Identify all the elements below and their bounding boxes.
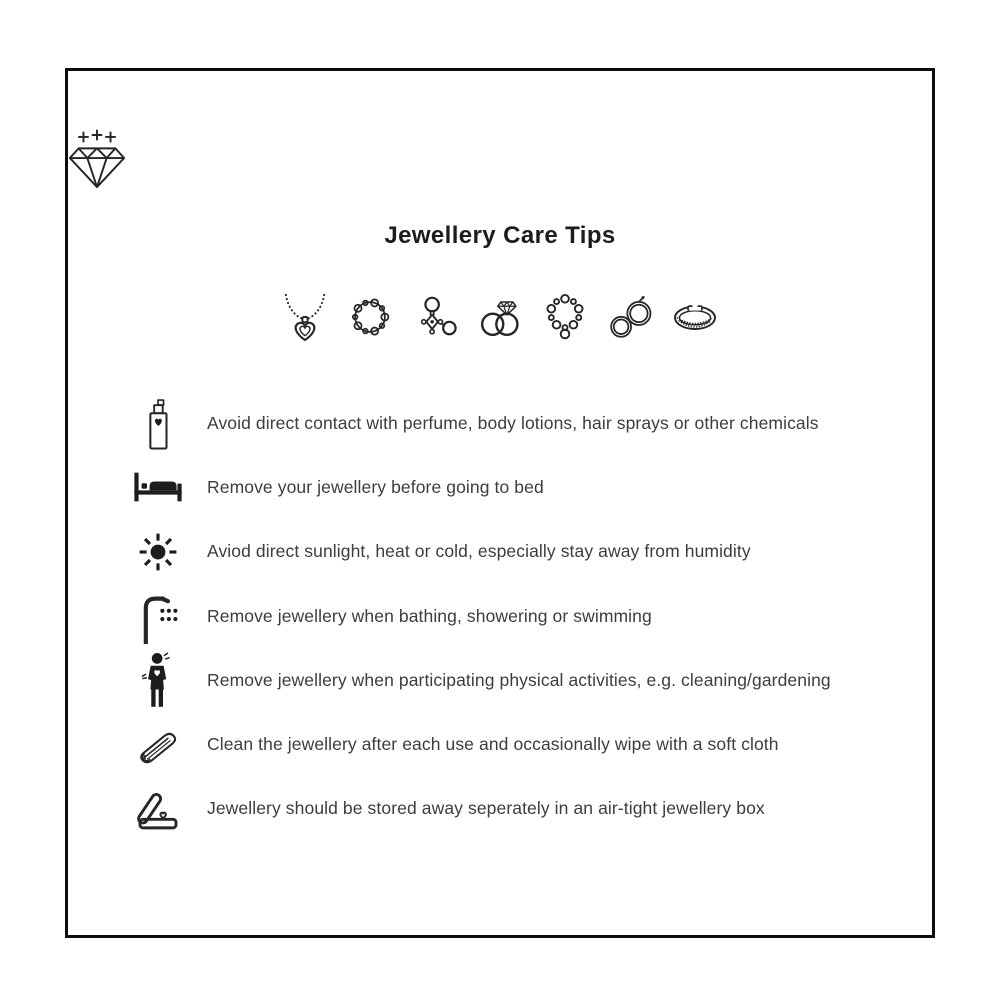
diamond-icon <box>68 128 126 190</box>
card-border-frame <box>65 68 935 938</box>
heart-pendant-necklace-icon <box>281 291 329 343</box>
tips-list <box>131 391 912 841</box>
tip-text: Aviod direct sunlight, heat or cold, especially stay away from humidity <box>207 541 751 562</box>
page-title: Jewellery Care Tips <box>384 222 616 249</box>
exercise-person-icon <box>131 651 185 709</box>
jewellery-box-icon <box>131 785 185 833</box>
tip-text: Jewellery should be stored away seperately in an air-tight jewellery box <box>207 798 765 819</box>
tip-row <box>131 584 912 648</box>
beaded-necklace-icon <box>541 291 589 343</box>
tip-text: Remove jewellery when participating physical activities, e.g. cleaning/gardening <box>207 669 831 690</box>
beaded-bracelet-icon <box>346 291 394 343</box>
tip-row <box>131 455 912 519</box>
brand-area <box>68 128 932 190</box>
soft-cloth-icon <box>131 724 185 766</box>
shower-icon <box>131 588 185 644</box>
hoop-earrings-icon <box>606 291 654 343</box>
wedding-rings-icon <box>476 291 524 343</box>
jewellery-icon-row <box>68 291 932 343</box>
tip-row <box>131 391 912 455</box>
stud-earrings-icon <box>411 291 459 343</box>
sun-icon <box>131 531 185 573</box>
tip-row <box>131 648 912 712</box>
tip-text: Clean the jewellery after each use and occasionally wipe with a soft cloth <box>207 734 779 755</box>
tip-row <box>131 520 912 584</box>
tip-text: Remove your jewellery before going to bed <box>207 476 544 497</box>
tip-row <box>131 712 912 776</box>
tip-row <box>131 777 912 841</box>
tip-text: Avoid direct contact with perfume, body lotions, hair sprays or other chemicals <box>207 412 819 433</box>
cuff-bangle-icon <box>671 291 719 343</box>
bed-icon <box>131 468 185 506</box>
tip-text: Remove jewellery when bathing, showering or swimming <box>207 605 652 626</box>
perfume-bottle-icon <box>131 393 185 453</box>
